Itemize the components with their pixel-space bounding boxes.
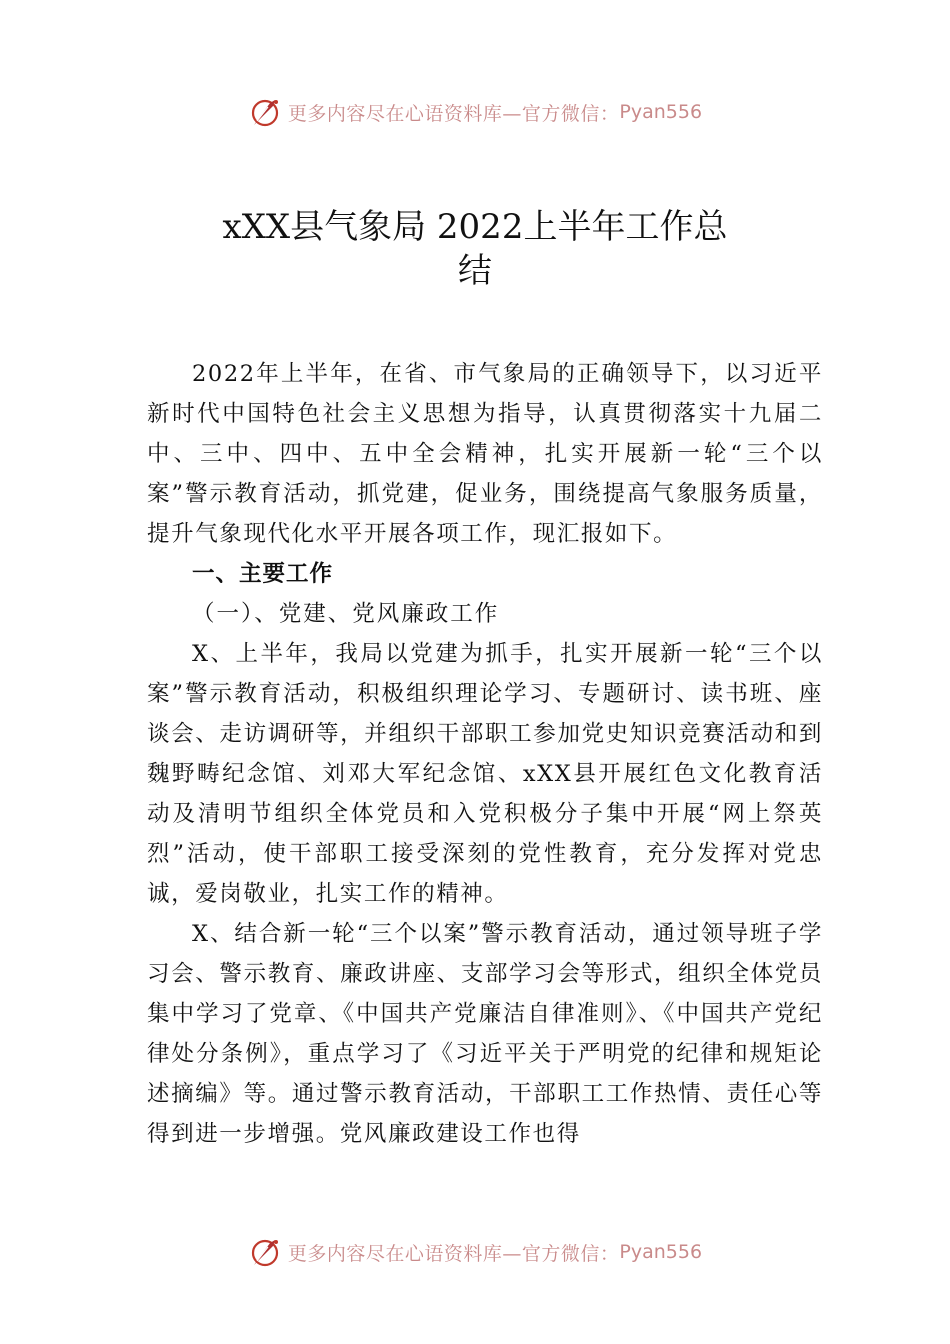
intro-paragraph: 2022年上半年，在省、市气象局的正确领导下，以习近平新时代中国特色社会主义思想为指导，认真贯彻落实十九届二中、三中、四中、五中全会精神，扎实开展新一轮“三个以案”警示教育活动，抓党建，促业务，围绕提高气象服务质量，提升气象现代化水平开展各项工作，现汇报如下。 <box>147 361 823 547</box>
document-title <box>0 205 950 293</box>
paragraph-2: X、结合新一轮“三个以案”警示教育活动，通过领导班子学习会、警示教育、廉政讲座、支部学习会等形式，组织全体党员集中学习了党章、《中国共产党廉洁自律准则》、《中国共产党纪律处分条例》，重点学习了《习近平关于严明党的纪律和规矩论述摘编》等。通过警示教育活动，干部职工工作热情、责任心等得到进一步增强。党风廉政建设工作也得 <box>147 921 823 1147</box>
footer-watermark <box>0 1232 950 1272</box>
subsection-heading: （一）、党建、党风廉政工作 <box>192 601 500 627</box>
title-line-1: xXX县气象局 2022上半年工作总 <box>222 207 728 247</box>
document-body <box>147 354 823 1154</box>
watermark-text: 更多内容尽在心语资料库—官方微信： <box>287 1242 620 1265</box>
watermark-text: 更多内容尽在心语资料库—官方微信： <box>287 102 620 125</box>
watermark-id: Pyan556 <box>619 101 703 123</box>
section-heading: 一、主要工作 <box>192 561 334 587</box>
quill-pen-logo-icon <box>248 95 282 129</box>
header-watermark <box>0 92 950 132</box>
watermark-id: Pyan556 <box>619 1241 703 1263</box>
paragraph-1: X、上半年，我局以党建为抓手，扎实开展新一轮“三个以案”警示教育活动，积极组织理论学习、专题研讨、读书班、座谈会、走访调研等，并组织干部职工参加党史知识竞赛活动和到魏野畴纪念馆、刘邓大军纪念馆、xXX县开展红色文化教育活动及清明节组织全体党员和入党积极分子集中开展“网上祭英烈”活动，使干部职工接受深刻的党性教育，充分发挥对党忠诚，爱岗敬业，扎实工作的精神。 <box>147 641 823 907</box>
quill-pen-logo-icon <box>248 1235 282 1269</box>
title-line-2: 结 <box>458 251 492 291</box>
